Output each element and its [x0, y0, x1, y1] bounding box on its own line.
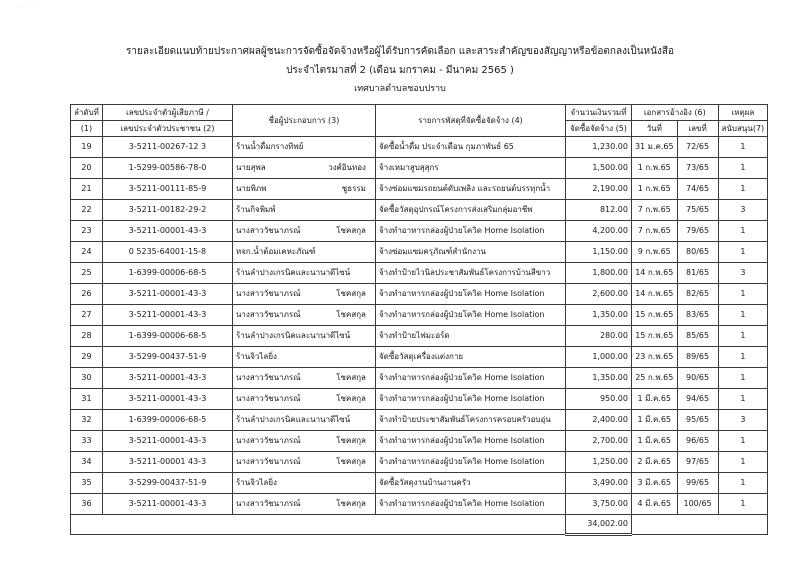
row-reason: 1	[718, 326, 768, 347]
row-name	[232, 158, 375, 179]
row-date: 1 มี.ค.65	[631, 389, 677, 410]
row-date: 7 ก.พ.65	[631, 200, 677, 221]
row-docno: 83/65	[677, 305, 718, 326]
row-docno: 79/65	[677, 221, 718, 242]
col-reason-header: เหตุผล	[718, 105, 768, 121]
row-no: 21	[71, 179, 103, 200]
row-docno: 74/65	[677, 179, 718, 200]
row-name	[232, 431, 375, 452]
row-docno: 80/65	[677, 242, 718, 263]
row-amount: 812.00	[565, 200, 631, 221]
row-name-first: นางสาววัชนาภรณ์	[235, 226, 301, 235]
row-taxid: 3-5211-00001-43-3	[102, 494, 232, 515]
document-title: รายละเอียดแนบท้ายประกาศผลผู้ชนะการจัดซื้อจัดจ้างหรือผู้ได้รับการคัดเลือก และสาระสำคัญของสัญญาหรือข้อตกลงเป็นหนังสือ	[126, 46, 674, 57]
row-amount: 3,750.00	[565, 494, 631, 515]
row-amount: 2,190.00	[565, 179, 631, 200]
row-date: 1 ก.พ.65	[631, 179, 677, 200]
row-item: จ้างทำอาหารกล่องผู้ป่วยโควิด Home Isolation	[375, 305, 565, 326]
row-name	[232, 326, 375, 347]
row-date: 14 ก.พ.65	[631, 263, 677, 284]
row-taxid: 3-5211-00267-12 3	[102, 137, 232, 158]
row-amount: 1,150.00	[565, 242, 631, 263]
row-taxid: 3-5211-00001-43-3	[102, 284, 232, 305]
scan-artifact: · · ·	[20, 4, 40, 11]
row-taxid: 1-6399-00006-68-5	[102, 326, 232, 347]
row-no: 19	[71, 137, 103, 158]
row-name-first: ร้านลำปางเกรนิคและนานาดีไซน์	[235, 268, 351, 277]
row-date: 1 ก.พ.65	[631, 158, 677, 179]
col-taxid-header: เลขประจำตัวผู้เสียภาษี /	[102, 105, 232, 121]
table-row	[71, 431, 768, 452]
row-name-last: โชคสกุล	[336, 373, 366, 382]
row-reason: 3	[718, 263, 768, 284]
row-taxid: 3-5299-00437-51-9	[102, 473, 232, 494]
table-row	[71, 221, 768, 242]
row-no: 34	[71, 452, 103, 473]
row-name-first: นางสาววัชนาภรณ์	[235, 457, 301, 466]
row-no: 33	[71, 431, 103, 452]
row-reason: 3	[718, 410, 768, 431]
row-no: 24	[71, 242, 103, 263]
total-row	[71, 515, 768, 535]
col-no-header: ลำดับที่	[71, 105, 103, 121]
row-reason: 1	[718, 368, 768, 389]
row-name-first: นางสาววัชนาภรณ์	[235, 436, 301, 445]
row-docno: 75/65	[677, 200, 718, 221]
row-date: 14 ก.พ.65	[631, 284, 677, 305]
row-item: จ้างทำอาหารกล่องผู้ป่วยโควิด Home Isolation	[375, 494, 565, 515]
row-name-first: นางสาววัชนาภรณ์	[235, 394, 301, 403]
row-item: จ้างทำอาหารกล่องผู้ป่วยโควิด Home Isolation	[375, 452, 565, 473]
row-item: จ้างทำอาหารกล่องผู้ป่วยโควิด Home Isolation	[375, 389, 565, 410]
row-name-last: โชคสกุล	[336, 226, 366, 235]
col-taxid-header-2: เลขประจำตัวประชาชน (2)	[102, 121, 232, 137]
row-item: จัดซื้อวัสดุอุปกรณ์โครงการส่งเสริมกลุ่มอาชีพ	[375, 200, 565, 221]
row-docno: 95/65	[677, 410, 718, 431]
row-item: จ้างทำป้ายไวนิลประชาสัมพันธ์โครงการบ้านสีขาว	[375, 263, 565, 284]
row-taxid: 3-5211-00182-29-2	[102, 200, 232, 221]
row-date: 2 มี.ค.65	[631, 452, 677, 473]
row-no: 28	[71, 326, 103, 347]
row-date: 15 ก.พ.65	[631, 326, 677, 347]
row-item: จ้างซ่อมแซมครุภัณฑ์สำนักงาน	[375, 242, 565, 263]
row-reason: 3	[718, 200, 768, 221]
row-item: จ้างซ่อมแซมรถยนต์ดับเพลิง และรถยนต์บรรทุกน้ำ	[375, 179, 565, 200]
row-taxid: 3-5211-00111-85-9	[102, 179, 232, 200]
row-name	[232, 452, 375, 473]
row-docno: 90/65	[677, 368, 718, 389]
organization-name: เทศบาลตำบลชอบปราบ	[354, 84, 446, 94]
row-taxid: 3-5211-00001-43-3	[102, 221, 232, 242]
row-reason: 1	[718, 158, 768, 179]
row-name	[232, 242, 375, 263]
table-row	[71, 242, 768, 263]
row-taxid: 0 5235-64001-15-8	[102, 242, 232, 263]
row-taxid: 1-6399-00006-68-5	[102, 410, 232, 431]
col-amount-header: จำนวนเงินรวมที่	[565, 105, 631, 121]
row-docno: 82/65	[677, 284, 718, 305]
row-reason: 1	[718, 179, 768, 200]
row-amount: 3,490.00	[565, 473, 631, 494]
total-spacer-right	[631, 515, 767, 535]
row-amount: 280.00	[565, 326, 631, 347]
row-reason: 1	[718, 473, 768, 494]
table-row	[71, 494, 768, 515]
row-amount: 1,350.00	[565, 368, 631, 389]
row-taxid: 1-6399-00006-68-5	[102, 263, 232, 284]
row-amount: 1,800.00	[565, 263, 631, 284]
row-reason: 1	[718, 221, 768, 242]
col-ref-no-header: เลขที่	[677, 121, 718, 137]
col-item-header: รายการพัสดุที่จัดซื้อจัดจ้าง (4)	[375, 105, 565, 137]
row-amount: 950.00	[565, 389, 631, 410]
row-taxid: 3-5211-00001-43-3	[102, 431, 232, 452]
row-name	[232, 263, 375, 284]
row-no: 29	[71, 347, 103, 368]
row-taxid: 3-5211-00001 43-3	[102, 452, 232, 473]
row-docno: 97/65	[677, 452, 718, 473]
row-docno: 85/65	[677, 326, 718, 347]
row-no: 25	[71, 263, 103, 284]
row-amount: 4,200.00	[565, 221, 631, 242]
row-no: 32	[71, 410, 103, 431]
row-item: จ้างทำป้ายไฟมะอร์ด	[375, 326, 565, 347]
row-item: จัดซื้อวัสดุเครื่องแต่งกาย	[375, 347, 565, 368]
row-no: 22	[71, 200, 103, 221]
grand-total: 34,002.00	[565, 515, 631, 535]
row-amount: 1,500.00	[565, 158, 631, 179]
row-amount: 1,350.00	[565, 305, 631, 326]
row-item: จ้างทำอาหารกล่องผู้ป่วยโควิด Home Isolation	[375, 368, 565, 389]
row-date: 7 ก.พ.65	[631, 221, 677, 242]
row-taxid: 3-5211-00001-43-3	[102, 368, 232, 389]
col-no-num-header: (1)	[71, 121, 103, 137]
row-name	[232, 347, 375, 368]
row-name-last: วงศ์อินทอง	[328, 163, 366, 172]
row-reason: 1	[718, 452, 768, 473]
document-period: ประจำไตรมาสที่ 2 (เดือน มกราคม - มีนาคม 2565 )	[286, 65, 514, 76]
row-name	[232, 473, 375, 494]
row-name-first: ร้านน้ำดื่มกรางทิพย์	[235, 142, 304, 151]
col-name-header: ชื่อผู้ประกอบการ (3)	[232, 105, 375, 137]
table-row	[71, 410, 768, 431]
row-reason: 1	[718, 242, 768, 263]
table-row	[71, 347, 768, 368]
row-reason: 1	[718, 137, 768, 158]
table-row	[71, 263, 768, 284]
row-name	[232, 200, 375, 221]
row-reason: 1	[718, 284, 768, 305]
row-date: 4 มี.ค.65	[631, 494, 677, 515]
row-reason: 1	[718, 305, 768, 326]
row-amount: 2,600.00	[565, 284, 631, 305]
row-name-last: ชูธรรม	[341, 184, 366, 193]
row-date: 15 ก.พ.65	[631, 305, 677, 326]
row-docno: 99/65	[677, 473, 718, 494]
table-row	[71, 452, 768, 473]
row-amount: 2,400.00	[565, 410, 631, 431]
row-name-first: ร้านกิจพิมพ์	[235, 205, 276, 214]
row-docno: 100/65	[677, 494, 718, 515]
row-name-first: ร้านลำปางเกรนิคและนานาดีไซน์	[235, 415, 351, 424]
row-reason: 1	[718, 347, 768, 368]
table-row	[71, 368, 768, 389]
row-taxid: 3-5211-00001-43-3	[102, 305, 232, 326]
row-name-last: โชคสกุล	[336, 289, 366, 298]
row-date: 23 ก.พ.65	[631, 347, 677, 368]
row-name	[232, 389, 375, 410]
row-docno: 81/65	[677, 263, 718, 284]
row-name-first: นางสาววัชนาภรณ์	[235, 373, 301, 382]
row-no: 30	[71, 368, 103, 389]
row-name	[232, 221, 375, 242]
row-name-last: โชคสกุล	[336, 436, 366, 445]
row-docno: 96/65	[677, 431, 718, 452]
row-name-last: โชคสกุล	[336, 457, 366, 466]
row-amount: 1,250.00	[565, 452, 631, 473]
row-reason: 1	[718, 389, 768, 410]
row-item: จัดซื้อน้ำดื่ม ประจำเดือน กุมภาพันธ์ 65	[375, 137, 565, 158]
row-item: จัดซื้อวัสดุงานบ้านงานครัว	[375, 473, 565, 494]
row-name-first: นางสาววัชนาภรณ์	[235, 499, 301, 508]
table-row	[71, 326, 768, 347]
total-spacer	[71, 515, 566, 535]
row-taxid: 1-5299-00586-78-0	[102, 158, 232, 179]
row-date: 1 มี.ค.65	[631, 410, 677, 431]
row-docno: 94/65	[677, 389, 718, 410]
header-row-1	[71, 105, 768, 121]
row-no: 27	[71, 305, 103, 326]
row-no: 23	[71, 221, 103, 242]
table-row	[71, 137, 768, 158]
row-no: 35	[71, 473, 103, 494]
row-reason: 1	[718, 431, 768, 452]
row-docno: 72/65	[677, 137, 718, 158]
row-name	[232, 305, 375, 326]
row-docno: 89/65	[677, 347, 718, 368]
row-reason: 1	[718, 494, 768, 515]
row-name-first: นายพิภพ	[235, 184, 267, 193]
row-date: 3 มี.ค.65	[631, 473, 677, 494]
row-name-first: นายสุพล	[235, 163, 266, 172]
row-no: 20	[71, 158, 103, 179]
table-row	[71, 200, 768, 221]
row-name-last: โชคสกุล	[336, 394, 366, 403]
row-no: 31	[71, 389, 103, 410]
row-date: 25 ก.พ.65	[631, 368, 677, 389]
table-row	[71, 305, 768, 326]
row-taxid: 3-5299-00437-51-9	[102, 347, 232, 368]
row-date: 31 ม.ค.65	[631, 137, 677, 158]
col-reason-header-2: สนับสนุน(7)	[718, 121, 768, 137]
row-name	[232, 494, 375, 515]
row-name-first: ร้านจิวไลยิ่ง	[235, 478, 277, 487]
row-no: 36	[71, 494, 103, 515]
row-name-last: โชคสกุล	[336, 310, 366, 319]
table-row	[71, 284, 768, 305]
table-body	[71, 137, 768, 515]
row-date: 1 มี.ค.65	[631, 431, 677, 452]
table-row	[71, 158, 768, 179]
row-amount: 1,230.00	[565, 137, 631, 158]
col-amount-header-2: จัดซื้อจัดจ้าง (5)	[565, 121, 631, 137]
row-name	[232, 368, 375, 389]
row-name-first: นางสาววัชนาภรณ์	[235, 289, 301, 298]
row-item: จ้างทำอาหารกล่องผู้ป่วยโควิด Home Isolation	[375, 431, 565, 452]
row-item: จ้างเหมาสูบสุสุกร	[375, 158, 565, 179]
table-row	[71, 473, 768, 494]
table-row	[71, 389, 768, 410]
row-name	[232, 137, 375, 158]
row-name	[232, 179, 375, 200]
row-name	[232, 284, 375, 305]
col-ref-header: เอกสารอ้างอิง (6)	[631, 105, 718, 121]
row-amount: 1,000.00	[565, 347, 631, 368]
row-taxid: 3-5211-00001-43-3	[102, 389, 232, 410]
table-row	[71, 179, 768, 200]
row-name-first: ร้านจิวไลยิ่ง	[235, 352, 277, 361]
row-amount: 2,700.00	[565, 431, 631, 452]
row-date: 9 ก.พ.65	[631, 242, 677, 263]
row-name-first: หจก.น้ำต้อมเคหะภัณฑ์	[235, 247, 316, 256]
row-name-last: โชคสกุล	[336, 499, 366, 508]
row-item: จ้างทำอาหารกล่องผู้ป่วยโควิด Home Isolation	[375, 284, 565, 305]
row-docno: 73/65	[677, 158, 718, 179]
procurement-table	[70, 104, 768, 536]
row-name	[232, 410, 375, 431]
row-no: 26	[71, 284, 103, 305]
row-name-first: ร้านลำปางเกรนิคและนานาดีไซน์	[235, 331, 351, 340]
row-item: จ้างทำป้ายประชาสัมพันธ์โครงการครอบครัวอบอุ่น	[375, 410, 565, 431]
row-item: จ้างทำอาหารกล่องผู้ป่วยโควิด Home Isolation	[375, 221, 565, 242]
col-ref-date-header: วันที่	[631, 121, 677, 137]
row-name-first: นางสาววัชนาภรณ์	[235, 310, 301, 319]
